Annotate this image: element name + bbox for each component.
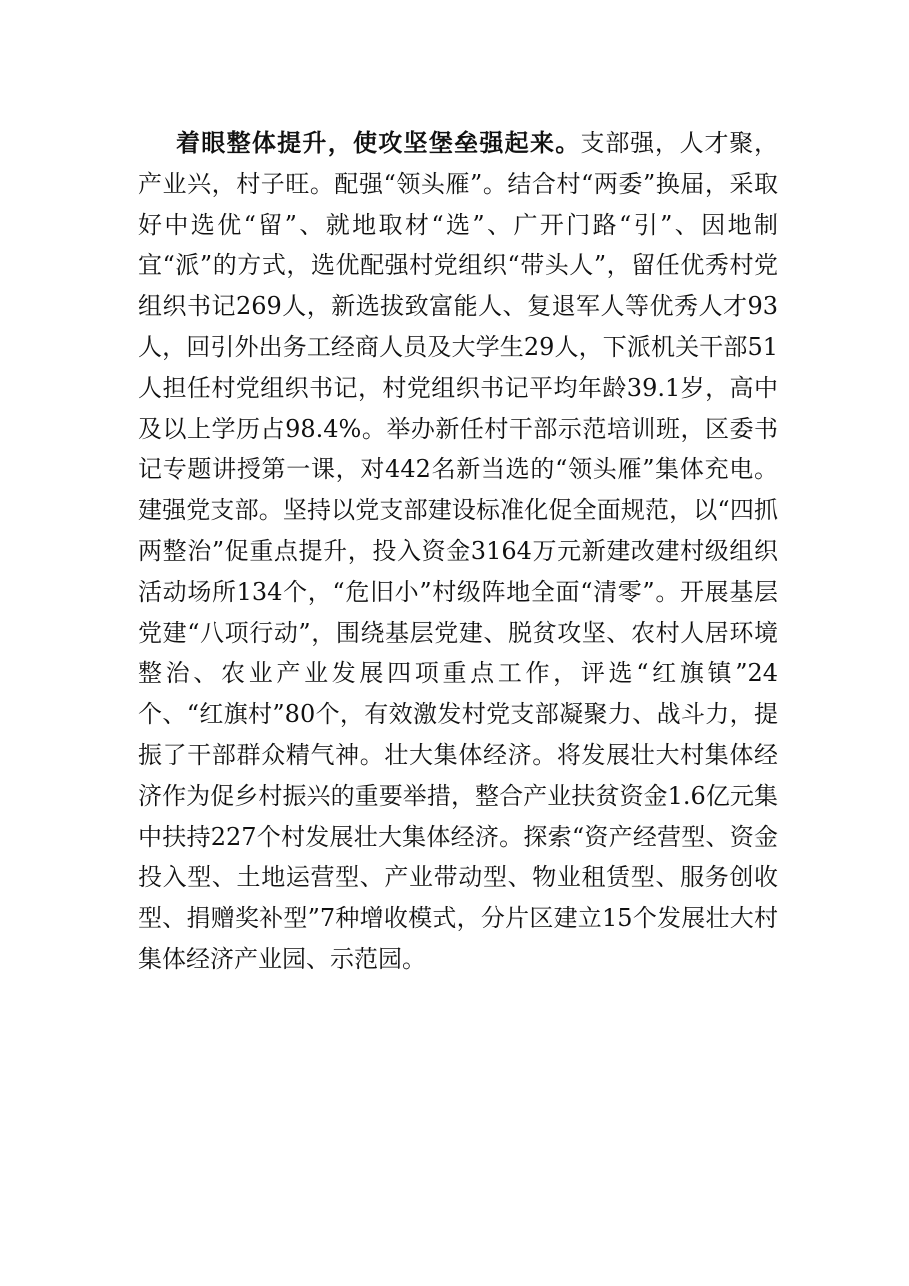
paragraph-text: 支部强，人才聚，产业兴，村子旺。配强“领头雁”。结合村“两委”换届，采取好中选优“留”、就地取材“选”、广开门路“引”、因地制宜“派”的方式，选优配强村党组织“带头人”，留任优秀村党组织书记269人，新选拔致富能人、复退军人等优秀人才93人，回引外出务工经商人员及大学生29人，下派机关干部51人担任村党组织书记，村党组织书记平均年龄39.1岁，高中及以上学历占98.4%。举办新任村干部示范培训班，区委书记专题讲授第一课，对442名新当选的“领头雁”集体充电。建强党支部。坚持以党支部建设标准化促全面规范，以“四抓两整治”促重点提升，投入资金3164万元新建改建村级组织活动场所134个，“危旧小”村级阵地全面“清零”。开展基层党建“八项行动”，围绕基层党建、脱贫攻坚、农村人居环境整治、农业产业发展四项重点工作，评选“红旗镇”24个、“红旗村”80个，有效激发村党支部凝聚力、战斗力，提振了干部群众精气神。壮大集体经济。将发展壮大村集体经济作为促乡村振兴的重要举措，整合产业扶贫资金1.6亿元集中扶持227个村发展壮大集体经济。探索“资产经营型、资金投入型、土地运营型、产业带动型、物业租赁型、服务创收型、捐赠奖补型”7种增收模式，分片区建立15个发展壮大村集体经济产业园、示范园。: [138, 129, 779, 973]
lead-sentence: 着眼整体提升，使攻坚堡垒强起来。: [176, 129, 581, 157]
body-paragraph: [138, 123, 778, 980]
